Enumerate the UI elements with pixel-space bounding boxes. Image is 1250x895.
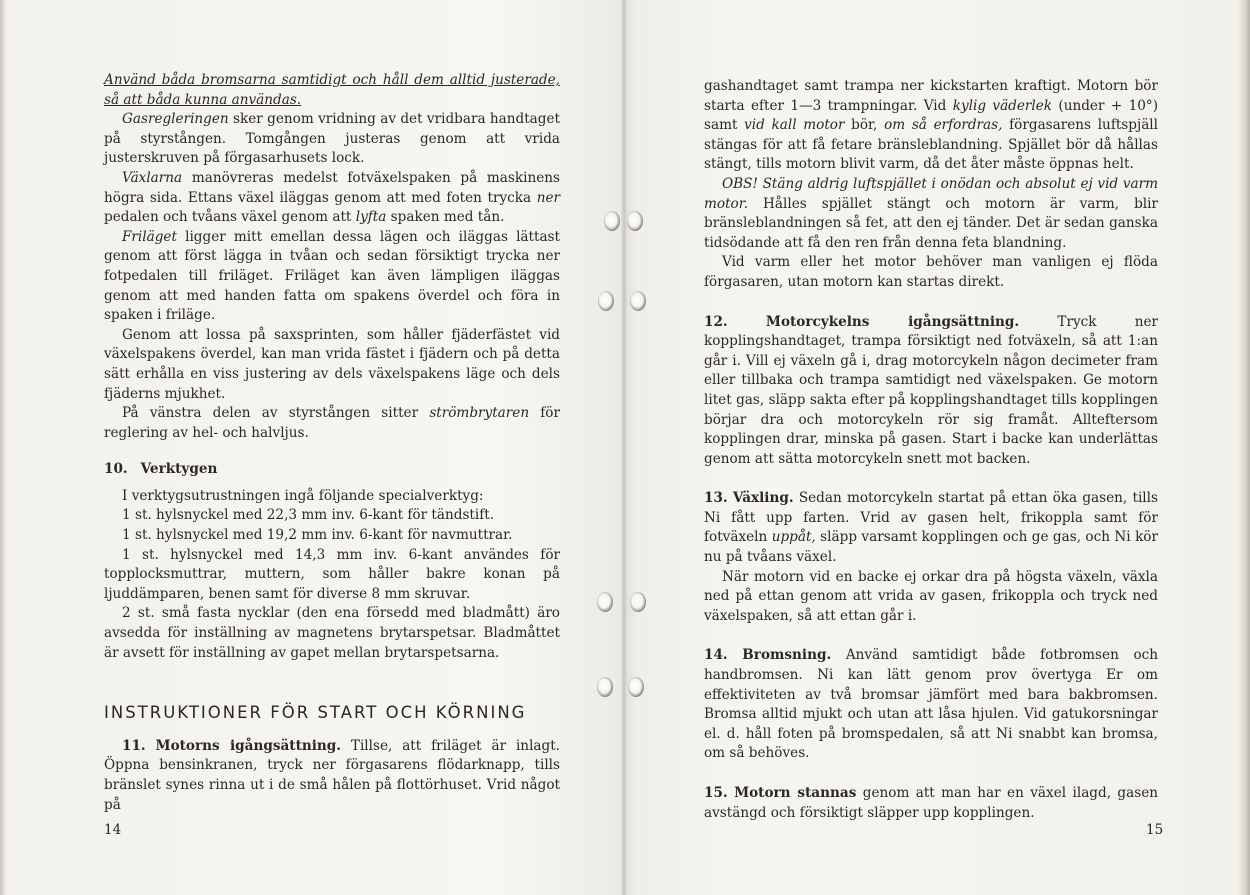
section-11-continued: gashandtaget samt trampa ner kickstarten kraftigt. Motorn bör starta efter 1—3 trampningar. Vid kylig väderlek (under + 10°) samt vid kall motor bör, om så erfordras, förgasarens luftspjäll stängas för att få fetare bränsleblandning. Spjället bör då hållas stängt, tills motorn blivit varm, då det åter måste öppnas helt. bbox=[704, 78, 1159, 173]
section-14-paragraph: 14. Bromsning. Använd samtidigt både fotbromsen och handbromsen. Ni kan lätt genom prov övertyga Er om effektiviteten av två bromsar jämfört med bara bakbromsen. Bromsa alltid mjukt och utan att låsa hjulen. Vid gatukorsningar el. d. håll foten på bromspedalen, så att Ni snabbt kan bromsa, om så behöves. bbox=[704, 647, 1159, 762]
section-10-heading: 10. Verktygen bbox=[104, 461, 218, 478]
right-page bbox=[704, 0, 1158, 895]
section-13-paragraph-2: När motorn vid en backe ej orkar dra på högsta växeln, växla ned på ettan genom att vrida av gasen, frikoppla och tryck ned växelspaken, så att ettan går i. bbox=[704, 568, 1158, 624]
section-12-paragraph: 12. Motorcykelns igångsättning. Tryck ner kopplingshandtaget, trampa försiktigt ned fotväxeln, så att 1:an går i. Vill ej växeln gå i, drag motorcykeln någon decimeter fram eller tillbaka och trampa samtidigt ned växelspaken. Ge motorn litet gas, släpp sakta efter på kopplingshandtaget tills kopplingen börjar dra och motorcykeln rör sig framåt. Allteftersom kopplingen drar, minska på gasen. Start i backe kan underlättas genom att sätta motorcykeln snett mot backen. bbox=[704, 313, 1158, 467]
tools-line: 1 st. hylsnyckel med 19,2 mm inv. 6-kant för navmuttrar. bbox=[122, 527, 513, 544]
book-gutter bbox=[621, 0, 627, 895]
tools-line: 1 st. hylsnyckel med 14,3 mm inv. 6-kant användes för topplocksmuttrar, muttern, som håller bakre konan på ljuddämparen, benen samt för diverse 8 mm skruvar. bbox=[104, 546, 560, 602]
paragraph-spring-adjust: Genom att lossa på saxsprinten, som håller fjäderfästet vid växelspakens överdel, kan man vrida fästet i fjädern och på detta sätt erhålla en viss justering av dels växelspakens läge och dels fjäderns mjukhet. bbox=[104, 326, 560, 402]
section-13-paragraph: 13. Växling. Sedan motorcykeln startat på ettan öka gasen, tills Ni fått upp farten. Vrid av gasen helt, frikoppla samt för fotväxeln uppåt, släpp varsamt kopplingen och ge gas, och Ni kör nu på tvåans växel. bbox=[704, 490, 1158, 566]
binding-hole bbox=[630, 592, 646, 612]
left-page bbox=[104, 0, 560, 895]
tools-line: 2 st. små fasta nycklar (den ena försedd med bladmått) äro avsedda för inställning av magnetens brytarspetsar. Bladmåttet är avsett för inställning av gapet mellan brytarspetsarna. bbox=[104, 605, 560, 661]
obs-paragraph: OBS! Stäng aldrig luftspjället i onödan och absolut ej vid varm motor. Hålles spjället stängt och motorn är varm, blir bränsleblandningen så fet, att den ej tänder. Det är sedan ganska tidsödande att få den ren från denna feta blandning. bbox=[704, 175, 1158, 251]
warm-engine-paragraph: Vid varm eller het motor behöver man vanligen ej flöda förgasaren, utan motorn kan startas direkt. bbox=[704, 254, 1158, 290]
binding-hole bbox=[597, 592, 613, 612]
brake-advice-heading: Använd båda bromsarna samtidigt och håll dem alltid justerade, så att båda kunna användas. bbox=[104, 72, 560, 108]
section-11-paragraph: 11. Motorns igångsättning. Tillse, att friläget är inlagt. Öppna bensinkranen, tryck ner förgasarens flödarknapp, tills bränslet synes rinna ut i de små hålen på flottörhuset. Vrid något på bbox=[104, 737, 561, 813]
paragraph-neutral: Friläget ligger mitt emellan dessa lägen och iläggas lättast genom att först lägga in tvåan och sedan försiktigt trycka ner fotpedalen till friläget. Friläget kan även lämpligen iläggas genom att med handen fatta om spakens överdel och föra in spaken i friläge. bbox=[104, 228, 560, 324]
paragraph-gears: Växlarna manövreras medelst fotväxelspaken på maskinens högra sida. Ettans växel iläggas genom att med foten trycka ner pedalen och tvåans växel genom att lyfta spaken med tån. bbox=[104, 169, 560, 226]
binding-hole bbox=[627, 211, 643, 231]
page-number-right: 15 bbox=[1146, 822, 1164, 838]
section-15-paragraph: 15. Motorn stannas genom att man har en växel ilagd, gasen avstängd och försiktigt släpper upp kopplingen. bbox=[704, 785, 1159, 821]
binding-hole bbox=[628, 677, 644, 697]
binding-hole bbox=[597, 677, 613, 697]
page-edge-left bbox=[0, 0, 6, 895]
page-number-left: 14 bbox=[104, 822, 122, 838]
page-edge-right bbox=[1238, 0, 1250, 895]
tools-line: 1 st. hylsnyckel med 22,3 mm inv. 6-kant för tändstift. bbox=[122, 507, 495, 524]
paragraph-gas-control: Gasregleringen sker genom vridning av det vridbara handtaget på styrstången. Tomgången justeras genom att vrida justerskruven på förgasarhusets lock. bbox=[104, 111, 560, 167]
binding-hole bbox=[598, 291, 614, 311]
binding-hole bbox=[630, 291, 646, 311]
instructions-heading: INSTRUKTIONER FÖR START OCH KÖRNING bbox=[104, 703, 527, 723]
binding-hole bbox=[604, 211, 620, 231]
paragraph-light-switch: På vänstra delen av styrstången sitter strömbrytaren för reglering av hel- och halvljus. bbox=[104, 405, 560, 441]
tools-line: I verktygsutrustningen ingå följande specialverktyg: bbox=[122, 487, 484, 504]
